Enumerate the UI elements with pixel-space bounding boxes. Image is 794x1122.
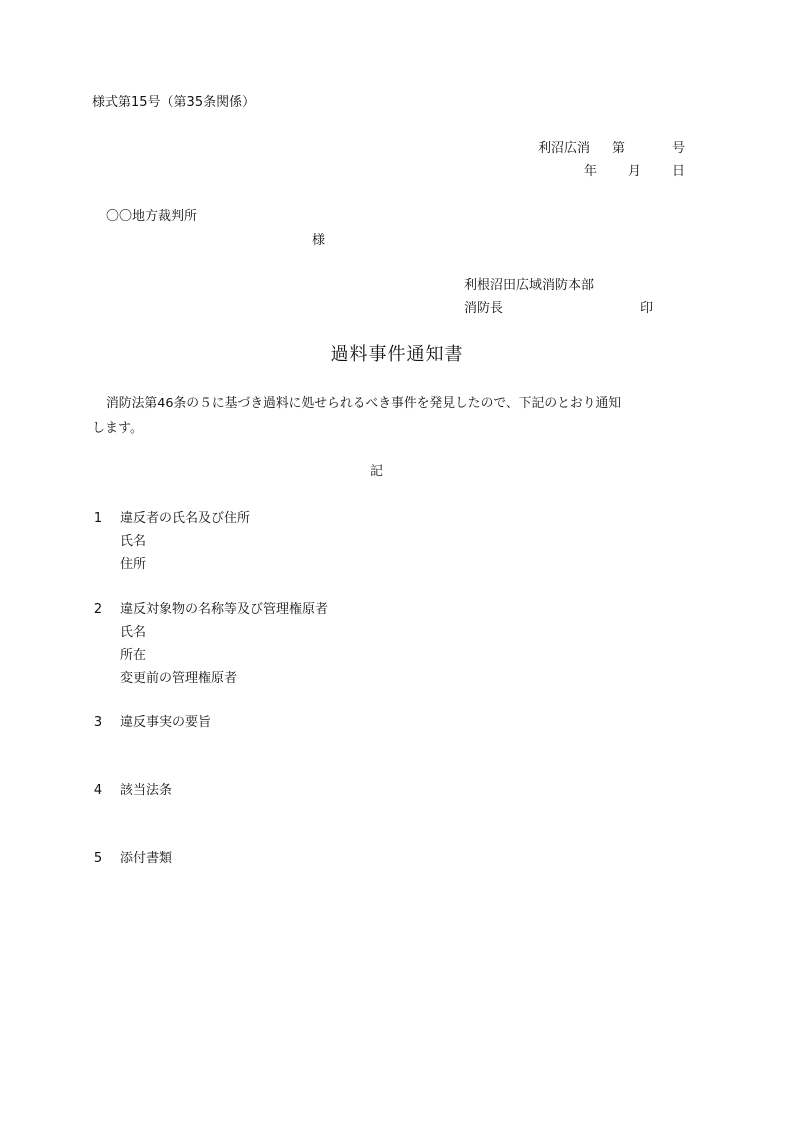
item-3-heading: 違反事実の要旨 — [120, 715, 212, 730]
item-2-sub-previous-manager: 変更前の管理権原者 — [120, 671, 238, 686]
item-1-sub-address: 住所 — [120, 557, 147, 572]
sender-seal: 印 — [640, 301, 654, 316]
sender-title: 消防長 — [464, 301, 504, 316]
item-2-heading: 違反対象物の名称等及び管理権原者 — [120, 602, 329, 617]
item-5-number: 5 — [93, 851, 103, 866]
item-1-sub-name: 氏名 — [120, 534, 147, 549]
ki-label: 記 — [370, 464, 384, 479]
item-1-heading: 違反者の氏名及び住所 — [120, 511, 251, 526]
item-4-heading: 該当法条 — [120, 783, 173, 798]
item-2-sub-name: 氏名 — [120, 625, 147, 640]
addressee-honorific: 様 — [312, 233, 326, 248]
body-line-2: します。 — [92, 421, 143, 436]
sender-org: 利根沼田広域消防本部 — [464, 278, 595, 293]
item-2-number: 2 — [93, 602, 103, 617]
item-1-number: 1 — [93, 511, 103, 526]
doc-number-go: 号 — [672, 141, 686, 156]
item-2-sub-location: 所在 — [120, 648, 147, 663]
document-title: 過料事件通知書 — [330, 344, 464, 365]
body-line-1: 消防法第46条の５に基づき過料に処せられるべき事件を発見したので、下記のとおり通知 — [106, 396, 622, 411]
doc-number-prefix: 利沼広消 — [538, 141, 591, 156]
form-label: 様式第15号（第35条関係） — [92, 95, 256, 110]
doc-number-dai: 第 — [612, 141, 626, 156]
date-day: 日 — [672, 164, 686, 179]
date-year: 年 — [584, 164, 598, 179]
addressee-court: 〇〇地方裁判所 — [106, 209, 198, 224]
item-4-number: 4 — [93, 783, 103, 798]
date-month: 月 — [628, 164, 642, 179]
item-3-number: 3 — [93, 715, 103, 730]
item-5-heading: 添付書類 — [120, 851, 173, 866]
